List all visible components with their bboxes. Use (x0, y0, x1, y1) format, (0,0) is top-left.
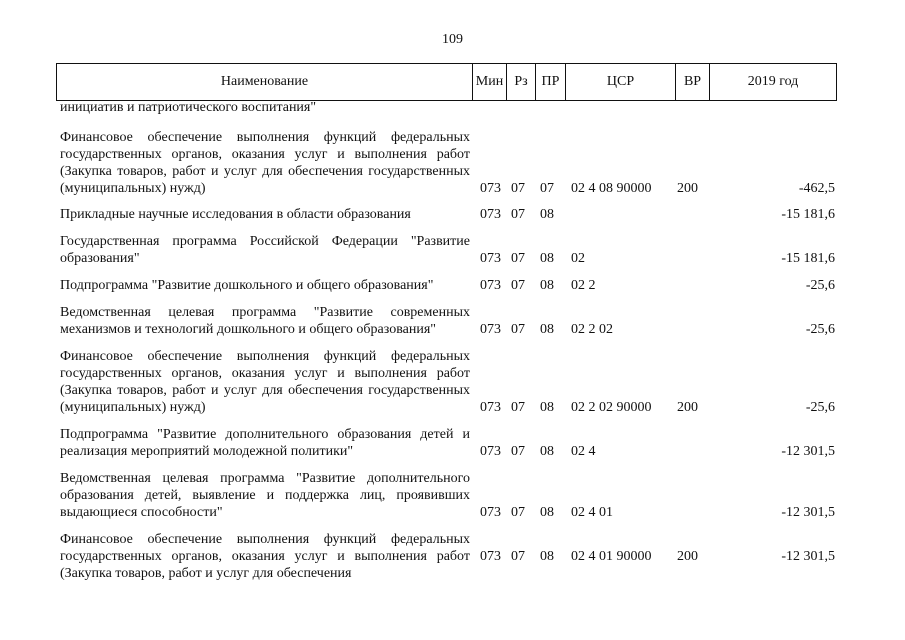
row-min: 073 (480, 251, 501, 266)
row-csr: 02 (571, 251, 585, 266)
table-row (0, 470, 905, 521)
row-csr: 02 2 (571, 278, 596, 293)
row-rz: 07 (511, 505, 525, 520)
table-row (0, 348, 905, 416)
row-amount: -12 301,5 (781, 444, 835, 459)
row-min: 073 (480, 278, 501, 293)
row-min: 073 (480, 207, 501, 222)
table-row (0, 304, 905, 338)
table-row (0, 101, 905, 121)
table-header (56, 63, 837, 101)
row-name: Государственная программа Российской Федерации "Развитие образования" (60, 234, 470, 266)
row-amount: -25,6 (805, 278, 835, 293)
row-amount: -15 181,6 (781, 251, 835, 266)
row-name: Подпрограмма "Развитие дополнительного образования детей и реализация мероприятий молодежной политики" (60, 427, 470, 459)
row-name: Прикладные научные исследования в области образования (60, 207, 411, 222)
row-name: Подпрограмма "Развитие дошкольного и общего образования" (60, 278, 434, 293)
column-header-vr: ВР (676, 64, 710, 101)
row-name: Финансовое обеспечение выполнения функций федеральных государственных органов, оказания услуг и выполнения работ (Закупка товаров, работ и услуг для обеспечения государственных (муниципальных) нужд) (60, 349, 470, 415)
table-row (0, 206, 905, 223)
row-amount: -462,5 (798, 181, 835, 196)
row-pr: 08 (540, 322, 554, 337)
row-pr: 08 (540, 505, 554, 520)
table-row (0, 531, 905, 582)
row-csr: 02 4 01 90000 (571, 549, 652, 564)
row-rz: 07 (511, 278, 525, 293)
row-min: 073 (480, 505, 501, 520)
row-min: 073 (480, 400, 501, 415)
row-vr: 200 (677, 549, 698, 564)
row-name: Ведомственная целевая программа "Развитие современных механизмов и технологий дошкольного и общего образования" (60, 305, 470, 337)
row-min: 073 (480, 322, 501, 337)
column-header-year: 2019 год (710, 64, 837, 101)
table-row (0, 277, 905, 294)
row-pr: 08 (540, 278, 554, 293)
table-body (0, 101, 905, 582)
row-vr: 200 (677, 400, 698, 415)
table-row (0, 129, 905, 197)
row-csr: 02 4 (571, 444, 596, 459)
row-csr: 02 4 08 90000 (571, 181, 652, 196)
row-amount: -15 181,6 (781, 207, 835, 222)
row-name: инициатив и патриотического воспитания" (60, 100, 317, 115)
table-row (0, 233, 905, 267)
page-number: 109 (442, 32, 463, 47)
row-rz: 07 (511, 207, 525, 222)
row-rz: 07 (511, 251, 525, 266)
row-pr: 08 (540, 444, 554, 459)
row-pr: 08 (540, 400, 554, 415)
column-header-rz: Рз (507, 64, 536, 101)
row-min: 073 (480, 444, 501, 459)
row-rz: 07 (511, 181, 525, 196)
row-amount: -12 301,5 (781, 505, 835, 520)
column-header-name: Наименование (57, 64, 473, 101)
row-name: Ведомственная целевая программа "Развитие дополнительного образования детей, выявление и поддержка лиц, проявивших выдающиеся способности" (60, 471, 470, 520)
table-row (0, 426, 905, 460)
column-header-csr: ЦСР (566, 64, 676, 101)
column-header-min: Мин (473, 64, 507, 101)
row-pr: 08 (540, 251, 554, 266)
row-min: 073 (480, 181, 501, 196)
row-pr: 08 (540, 549, 554, 564)
row-pr: 08 (540, 207, 554, 222)
row-csr: 02 4 01 (571, 505, 613, 520)
row-amount: -12 301,5 (781, 549, 835, 564)
row-vr: 200 (677, 181, 698, 196)
row-csr: 02 2 02 90000 (571, 400, 652, 415)
row-pr: 07 (540, 181, 554, 196)
row-name: Финансовое обеспечение выполнения функций федеральных государственных органов, оказания услуг и выполнения работ (Закупка товаров, работ и услуг для обеспечения (60, 532, 470, 581)
row-rz: 07 (511, 400, 525, 415)
row-rz: 07 (511, 322, 525, 337)
row-min: 073 (480, 549, 501, 564)
row-rz: 07 (511, 549, 525, 564)
column-header-pr: ПР (536, 64, 566, 101)
row-name: Финансовое обеспечение выполнения функций федеральных государственных органов, оказания услуг и выполнения работ (Закупка товаров, работ и услуг для обеспечения государственных (муниципальных) нужд) (60, 130, 470, 196)
row-csr: 02 2 02 (571, 322, 613, 337)
row-amount: -25,6 (805, 322, 835, 337)
row-amount: -25,6 (805, 400, 835, 415)
row-rz: 07 (511, 444, 525, 459)
